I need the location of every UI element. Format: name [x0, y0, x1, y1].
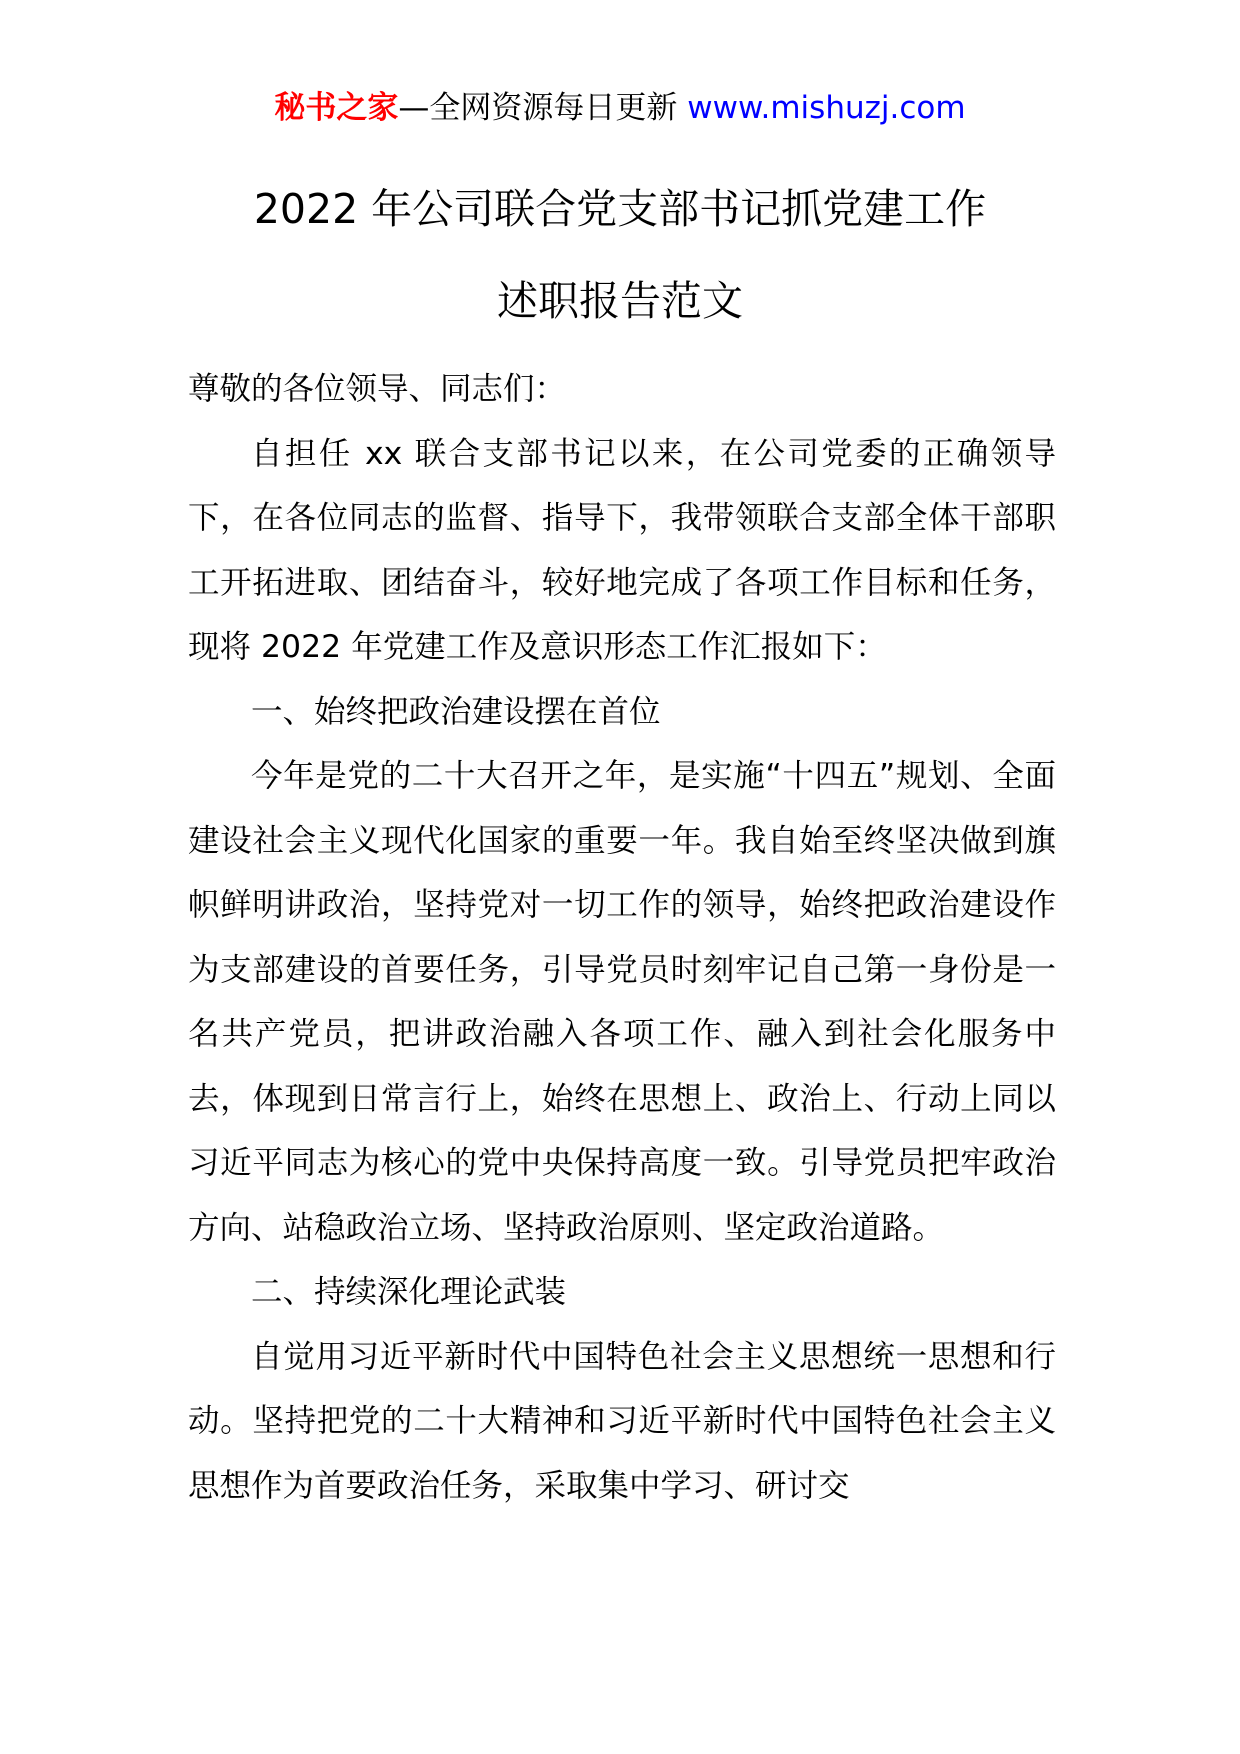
section-heading-1: 一、始终把政治建设摆在首位	[251, 693, 661, 730]
paragraph-section-1: 今年是党的二十大召开之年，是实施“十四五”规划、全面建设社会主义现代化国家的重要一年。我自始至终坚决做到旗帜鲜明讲政治，坚持党对一切工作的领导，始终把政治建设作为支部建设的首要任务，引导党员时刻牢记自己第一身份是一名共产党员，把讲政治融入各项工作、融入到社会化服务中去，体现到日常言行上，始终在思想上、政治上、行动上同以习近平同志为核心的党中央保持高度一致。引导党员把牢政治方向、站稳政治立场、坚持政治原则、坚定政治道路。	[188, 758, 1056, 1246]
document-title-line-1: 2022 年公司联合党支部书记抓党建工作	[253, 185, 987, 233]
salutation: 尊敬的各位领导、同志们：	[188, 371, 567, 407]
site-header	[0, 88, 1240, 128]
section-heading-2: 二、持续深化理论武装	[251, 1274, 567, 1310]
paragraph-intro: 自担任 xx 联合支部书记以来，在公司党委的正确领导下，在各位同志的监督、指导下，我带领联合支部全体干部职工开拓进取、团结奋斗，较好地完成了各项工作目标和任务，现将 2022 年党建工作及意识形态工作汇报如下：	[188, 435, 1056, 665]
document-body	[188, 357, 1056, 1518]
paragraph-section-2: 自觉用习近平新时代中国特色社会主义思想统一思想和行动。坚持把党的二十大精神和习近平新时代中国特色社会主义思想作为首要政治任务，采取集中学习、研讨交	[188, 1338, 1056, 1504]
site-url-link[interactable]: www.mishuzj.com	[687, 90, 966, 126]
brand-name: 秘书之家	[274, 90, 399, 126]
header-slogan: —全网资源每日更新	[398, 90, 678, 126]
document-title-line-2: 述职报告范文	[497, 277, 743, 325]
